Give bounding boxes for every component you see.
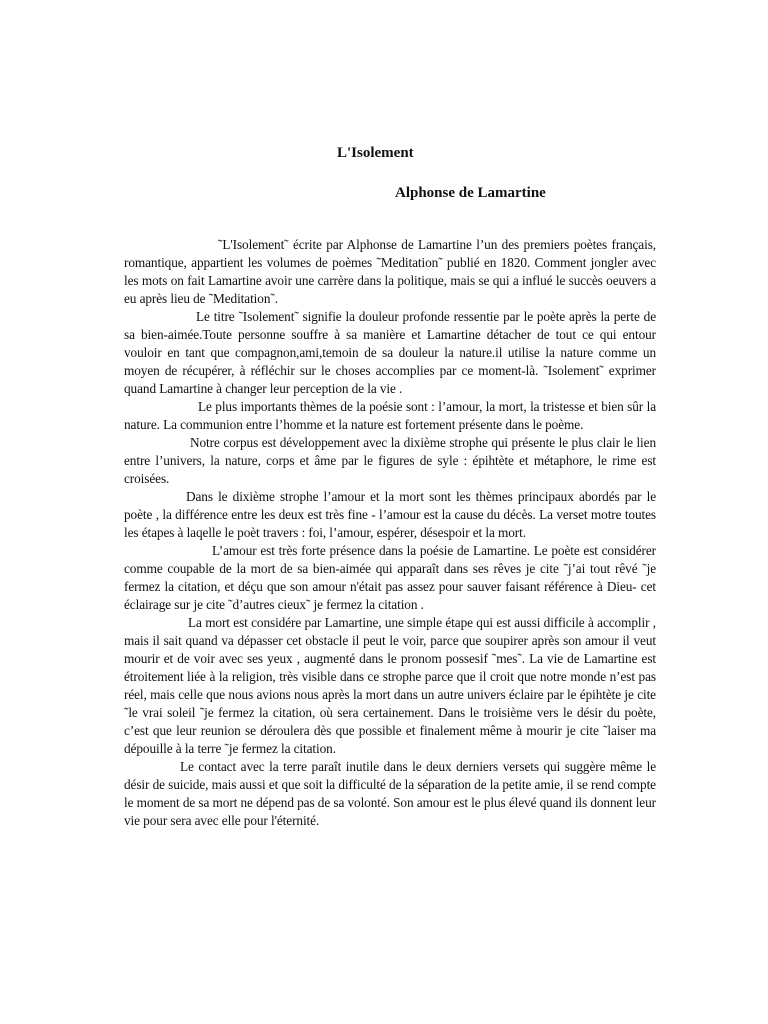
paragraph: Dans le dixième strophe l’amour et la mort sont les thèmes principaux abordés par le poète , la différence entre les deux est très fine - l’amour est la cause du décès. La verset motre toutes les étapes à laqelle le poèt travers : foi, l’amour, espérer, désespoir et la mort. bbox=[124, 489, 656, 540]
author-name: Alphonse de Lamartine bbox=[395, 185, 546, 201]
paragraph: ˜L'Isolement˜ écrite par Alphonse de Lamartine l’un des premiers poètes français, romantique, appartient les volumes de poèmes ˜Meditation˜ publié en 1820. Comment jongler avec les mots on fait Lamartine avoir une carrère dans la politique, mais se qui a influé le succès oeuvers a eu après lieu de ˜Meditation˜. bbox=[124, 237, 656, 306]
paragraph: L’amour est très forte présence dans la poésie de Lamartine. Le poète est considérer comme coupable de la mort de sa bien-aimée qui apparaît dans ses rêves je cite ˜j’ai tout rêvé ˜je fermez la citation, et déçu que son amour n'était pas assez pour sauver faisant référence à Dieu- cet éclairage sur je cite ˜d’autres cieux˜ je fermez la citation . bbox=[124, 543, 656, 612]
paragraph: Le plus importants thèmes de la poésie sont : l’amour, la mort, la tristesse et bien sûr la nature. La communion entre l’homme et la nature est fortement présente dans le poème. bbox=[124, 399, 656, 432]
paragraph: Le contact avec la terre paraît inutile dans le deux derniers versets qui suggère même le désir de suicide, mais aussi et que soit la difficulté de la séparation de la petite amie, il se rend compte le moment de sa mort ne dépend pas de sa volonté. Son amour est le plus élevé quand ils donnent leur vie pour sera avec elle pour l'éternité. bbox=[124, 759, 656, 828]
paragraph: Le titre ˜Isolement˜ signifie la douleur profonde ressentie par le poète après la perte de sa bien-aimée.Toute personne souffre à sa manière et Lamartine détacher de tout ce qui entour vouloir en tant que compagnon,ami,temoin de sa douleur la nature.il utilise la nature comme un moyen de récupérer, à réfléchir sur le choses accomplies par ce moment-là. ˜Isolement˜ exprimer quand Lamartine à changer leur perception de la vie . bbox=[124, 309, 656, 396]
paragraph: Notre corpus est développement avec la dixième strophe qui présente le plus clair le lien entre l’univers, la nature, corps et âme par le figures de syle : épihtète et métaphore, le rime est croisées. bbox=[124, 435, 656, 486]
essay-body bbox=[124, 236, 656, 830]
paragraph: La mort est considére par Lamartine, une simple étape qui est aussi difficile à accomplir , mais il sait quand va dépasser cet obstacle il peut le voir, parce que soupirer après son amour il veut mourir et de voir avec ses yeux , augmenté dans le pronom possesif ˜mes˜. La vie de Lamartine est étroitement liée à la religion, très visible dans ce strophe parce que il croit que notre monde n’est pas réel, mais celle que nous avions nous après la mort dans un autre univers éclaire par le épihtète je cite ˜le vrai soleil ˜je fermez la citation, où sera certainement. Dans le troisième vers le désir du poète, c’est que leur reunion se déroulera dès que possible et finalement même à mourir je cite ˜laiser ma dépouille à la terre ˜je fermez la citation. bbox=[124, 615, 656, 756]
document-title: L'Isolement bbox=[337, 145, 414, 161]
